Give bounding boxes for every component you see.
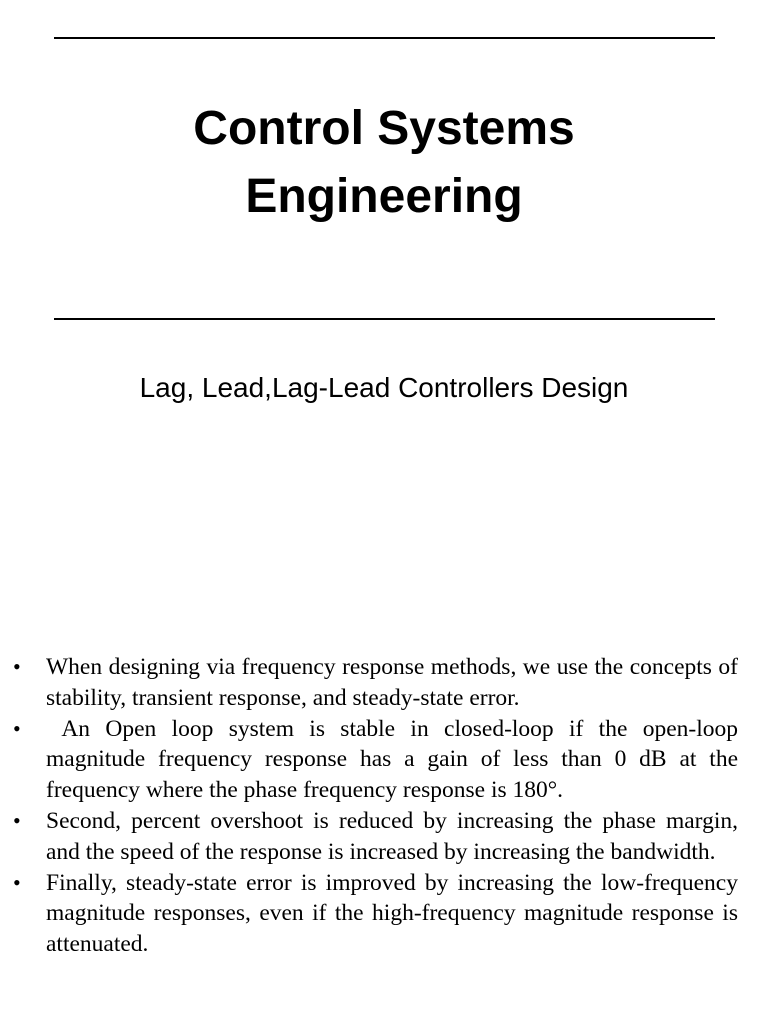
bullet-text: An Open loop system is stable in closed-loop if the open-loop magnitude frequency response has a gain of less than 0 dB at the frequency where the phase frequency response is 180°. (46, 715, 738, 804)
bullet-text: Second, percent overshoot is reduced by increasing the phase margin, and the speed of the response is increased by increasing the bandwidth. (46, 807, 738, 865)
bullet-text: When designing via frequency response methods, we use the concepts of stability, transient response, and steady-state error. (46, 654, 738, 711)
bullet-icon: • (13, 869, 21, 895)
bullet-list (0, 652, 768, 960)
middle-divider (54, 318, 715, 320)
bullet-icon: • (13, 715, 21, 741)
bullet-icon: • (13, 807, 21, 833)
bullet-item (0, 714, 768, 806)
bullet-item (0, 868, 768, 960)
bullet-item (0, 806, 768, 868)
bullet-icon: • (13, 654, 21, 679)
title-line-1: Control Systems (193, 102, 575, 155)
bullet-text: Finally, steady-state error is improved by increasing the low-frequency magnitude responses, even if the high-frequency magnitude response is attenuated. (46, 869, 738, 958)
title-line-2: Engineering (245, 170, 523, 223)
top-divider (54, 37, 715, 39)
page-title (0, 95, 768, 231)
bullet-item (0, 652, 768, 714)
page-subtitle: Lag, Lead,Lag-Lead Controllers Design (139, 372, 629, 403)
